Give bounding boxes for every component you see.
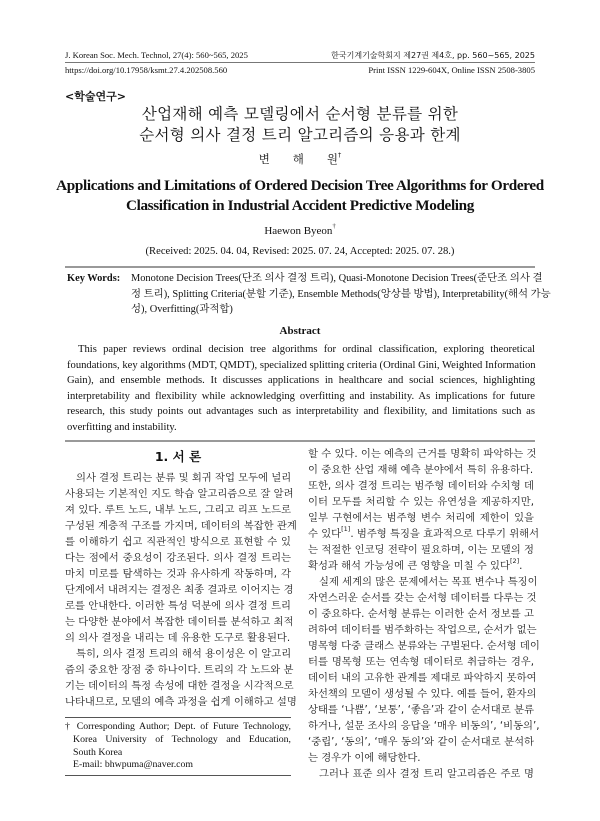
left-column [65, 470, 297, 710]
body-text-line: 이 중요하다. 순서형 분류는 이러한 순서 정보를 고 [308, 608, 534, 620]
body-text-line: 의 의사 결정을 내리는 데 유용한 도구로 활용된다. [65, 632, 291, 644]
body-text-line: 를 이해하기 쉽고 직관적인 방식으로 표현할 수 있 [65, 536, 291, 548]
korean-title-line: 순서형 의사 결정 트리 알고리즘의 응용과 한계 [139, 126, 461, 144]
english-title-line: Applications and Limitations of Ordered Decision Tree Algorithms for Ordered [56, 177, 544, 194]
footnote-line: Korea University of Technology and Education, [73, 733, 291, 745]
header-rule [65, 62, 535, 63]
journal-citation: J. Korean Soc. Mech. Technol, 27(4): 560~565, 2025 [65, 50, 248, 60]
footnote-top-rule [65, 717, 291, 718]
korean-title-line: 산업재해 예측 모델링에서 순서형 분류를 위한 [141, 105, 459, 123]
body-text-line: 실제 세계의 많은 문제에서는 목표 변수나 특징이 [319, 576, 538, 588]
body-text-line: 려하여 데이터를 범주화하는 작업으로, 순서가 없는 [308, 624, 537, 636]
body-text-line: 사용되는 기본적인 지도 학습 알고리즘으로 잘 알려 [65, 488, 294, 500]
body-text-line: 는 적절한 인코딩 전략이 필요하며, 이는 모델의 정 [308, 544, 534, 556]
body-text-line: 마치 미로를 탐색하는 것과 유사하게 작동하며, 각 [65, 568, 291, 580]
body-text-line: 상태를 ‘나쁨’, ‘보통’, ‘좋음’과 같이 순서대로 분류 [308, 704, 534, 716]
corresponding-mark: † [338, 151, 342, 159]
body-text-line: 는 경우가 이에 해당한다. [308, 752, 421, 764]
received-dates-text: (Received: 2025. 04. 04, Revised: 2025. 07. 24, Accepted: 2025. 07. 28.) [145, 246, 455, 257]
body-text-line: 다는 점에서 중요성이 강조된다. 의사 결정 트리는 [65, 552, 291, 564]
footnote-line: South Korea [73, 746, 123, 758]
citation-reference[interactable]: [2] [509, 557, 520, 565]
body-text-line: 는 다양한 분야에서 복잡한 데이터를 분석하고 최적 [65, 616, 294, 628]
text-segment: . [519, 560, 523, 572]
korean-author-name: 변 해 원 [258, 152, 339, 166]
abstract-line: research, this study points out advantages such as interpretability and flexibility, and limitations such as [67, 406, 535, 417]
body-text-line: ‘중립’, ‘동의’, ‘매우 동의’와 같이 순서대로 분석하 [308, 736, 534, 748]
section-heading-introduction: 1. 서 론 [154, 449, 202, 464]
received-dates [0, 245, 600, 259]
body-text-line: 일부 구현에서는 범주형 변수 처리에 제한이 있을 [308, 512, 534, 524]
text-segment: 확성과 해석 가능성에 큰 영향을 미칠 수 있다 [308, 560, 510, 572]
body-text-line: 할 수 있다. 이는 예측의 근거를 명확히 파악하는 것 [308, 448, 537, 460]
keywords [67, 271, 551, 319]
keywords-line: Monotone Decision Trees(단조 의사 결정 트리), Quasi-Monotone Decision Trees(준단조 의사 결 [131, 273, 543, 284]
abstract-line: Gain), and ensemble methods. It discusses applications in healthcare and social sciences, highlighting [67, 375, 535, 386]
citation-reference[interactable]: [1] [341, 525, 351, 533]
english-author-name: Haewon Byeon [264, 225, 333, 237]
body-text-line: 의사 결정 트리는 분류 및 회귀 작업 모두에 널리 [76, 472, 292, 484]
english-title-line: Classification in Industrial Accident Predictive Modeling [125, 197, 475, 214]
keywords-line: 성), Overfitting(과적합) [131, 304, 233, 315]
body-text-line: 또한, 의사 결정 트리는 범주형 데이터와 수치형 데 [308, 480, 534, 492]
korean-author [0, 152, 600, 166]
body-text-line: 기는 데이터의 특정 속성에 대한 결정을 시각적으로 [65, 680, 294, 692]
body-text-line: 차선책의 모델이 생성될 수 있다. 예를 들어, 환자의 [308, 688, 537, 700]
text-segment: . 범주형 특징을 효과적으로 다루기 위해서 [350, 528, 540, 540]
journal-citation-korean: 한국기계기술학회지 제27권 제4호, pp. 560~565, 2025 [331, 51, 535, 60]
keywords-label: Key Words: [67, 273, 121, 284]
abstract-line: overfitting and instability. [67, 421, 177, 433]
abstract-line: foundations, key algorithms (MDT, QMDT), specialized splitting criteria (Ordinal Gini, Weighted Information [67, 359, 536, 371]
body-text-line [308, 525, 540, 542]
article-category: <학술연구> [65, 90, 126, 103]
body-text-line: 이터 모두를 처리할 수 있는 유연성을 제공하지만, [308, 496, 534, 508]
body-text-line [308, 558, 534, 574]
body-text-line: 자연스러운 순서를 갖는 순서형 데이터를 다루는 것 [308, 592, 537, 604]
text-segment: 수 있다 [308, 528, 342, 540]
corresponding-mark: † [332, 223, 336, 230]
issn: Print ISSN 1229-604X, Online ISSN 2508-3805 [368, 65, 535, 75]
body-text-line: 로를 안내한다. 이러한 특성 덕분에 의사 결정 트리 [65, 600, 291, 612]
body-text-line: 하거나, 설문 조사의 응답을 ‘매우 비동의’, ‘비동의’, [308, 720, 540, 732]
abstract-heading: Abstract [279, 325, 321, 337]
body-text-line: 즘의 중요한 장점 중 하나이다. 트리의 각 노드와 분 [65, 664, 294, 676]
english-title [0, 176, 600, 216]
body-text-line: 구성된 계층적 구조를 가지며, 데이터의 복잡한 관계 [65, 520, 297, 532]
body-text-line: 그러나 표준 의사 결정 트리 알고리즘은 주로 명 [319, 768, 534, 780]
footnote-bottom-rule [65, 775, 291, 776]
footnote-line: † Corresponding Author; Dept. of Future Technology, [65, 721, 291, 732]
body-text-line: 특히, 의사 결정 트리의 해석 용이성은 이 알고리 [76, 648, 292, 660]
keywords-top-rule [65, 266, 535, 268]
doi-link[interactable]: https://doi.org/10.17958/ksmt.27.4.202508.560 [65, 65, 228, 75]
body-text-line: 명목형 다중 클래스 분류와는 구별된다. 순서형 데이 [308, 640, 540, 652]
body-text-line: 터를 명목형 또는 연속형 데이터로 취급하는 경우, [308, 656, 534, 668]
korean-title [0, 104, 600, 146]
abstract-body [67, 342, 535, 435]
abstract-line: interpretability and flexibility while acknowledging overfitting and instability. As implications for future [67, 390, 535, 402]
body-text-line: 단계에서 내려지는 결정은 최종 결과로 이어지는 경 [65, 584, 294, 596]
abstract-line: This paper reviews ordinal decision tree algorithms for ordinal classification, exploring theoretical [78, 344, 535, 355]
body-text-line: 이 중요한 산업 재해 예측 분야에서 특히 유용하다. [308, 464, 534, 476]
body-text-line: 데이터 내의 고유한 관계를 제대로 파악하지 못하여 [308, 672, 537, 684]
footnote [65, 721, 291, 772]
english-author [0, 224, 600, 238]
body-text-line: 져 있다. 루트 노드, 내부 노드, 그리고 리프 노드로 [65, 504, 291, 516]
footnote-email[interactable]: E-mail: bhwpuma@naver.com [73, 759, 194, 771]
abstract-bottom-rule [65, 440, 535, 442]
body-text-line: 나타내므로, 모델의 예측 과정을 쉽게 이해하고 설명 [65, 696, 297, 708]
right-column [308, 446, 540, 782]
keywords-line: 정 트리), Splitting Criteria(분할 기준), Ensemble Methods(앙상블 방법), Interpretability(해석 가능 [131, 288, 551, 300]
